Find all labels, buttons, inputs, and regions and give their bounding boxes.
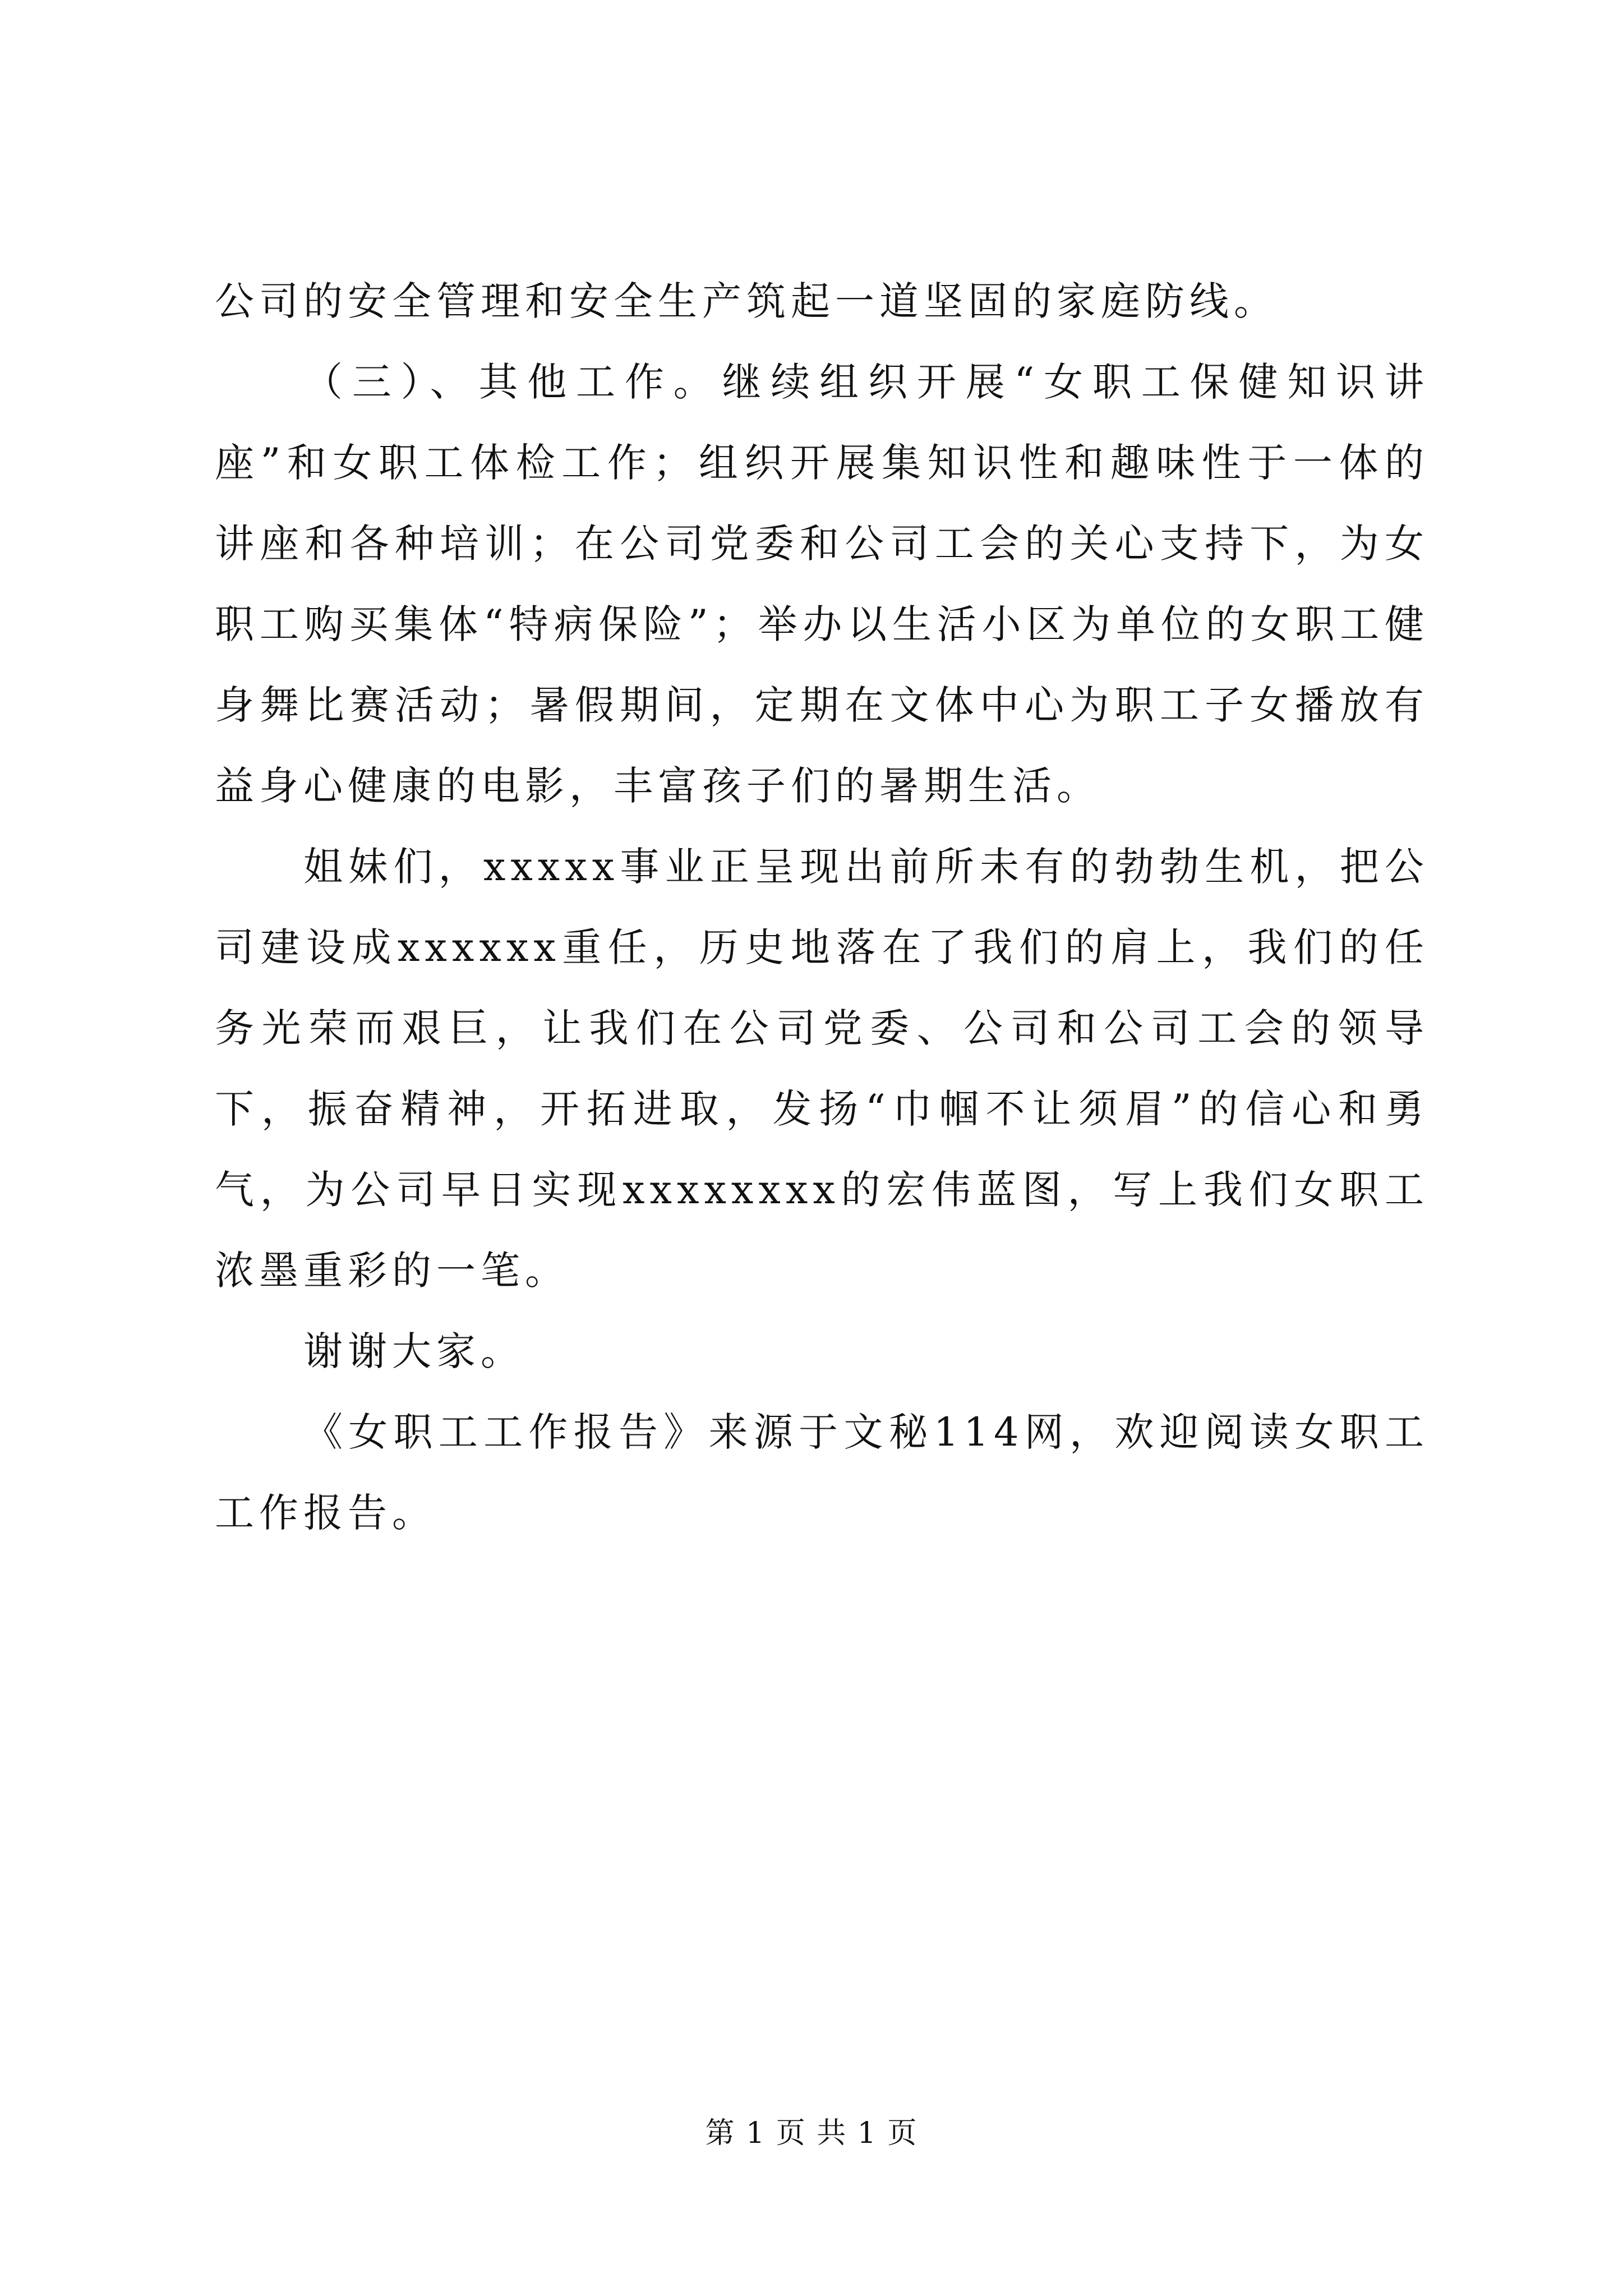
paragraph-other-work: （三）、其他工作。继续组织开展“女职工保健知识讲座”和女职工体检工作；组织开展集知识性和趣味性于一体的讲座和各种培训；在公司党委和公司工会的关心支持下，为女职工购买集体“特病保险”；举办以生活小区为单位的女职工健身舞比赛活动；暑假期间，定期在文体中心为职工子女播放有益身心健康的电影，丰富孩子们的暑期生活。 <box>215 359 1429 809</box>
paragraph-sisters: 姐妹们，xxxxx事业正呈现出前所未有的勃勃生机，把公司建设成xxxxxx重任，历史地落在了我们的肩上，我们的任务光荣而艰巨，让我们在公司党委、公司和公司工会的领导下，振奋精神，开拓进取，发扬“巾帼不让须眉”的信心和勇气，为公司早日实现xxxxxxxx的宏伟蓝图，写上我们女职工浓墨重彩的一笔。 <box>215 844 1429 1294</box>
paragraph-source: 《女职工工作报告》来源于文秘114网，欢迎阅读女职工工作报告。 <box>215 1409 1429 1536</box>
page-number-footer: 第 1 页 共 1 页 <box>705 2116 918 2150</box>
document-body <box>215 261 1429 1553</box>
paragraph-thanks: 谢谢大家。 <box>303 1328 525 1374</box>
paragraph-continuation: 公司的安全管理和安全生产筑起一道坚固的家庭防线。 <box>215 278 1278 324</box>
